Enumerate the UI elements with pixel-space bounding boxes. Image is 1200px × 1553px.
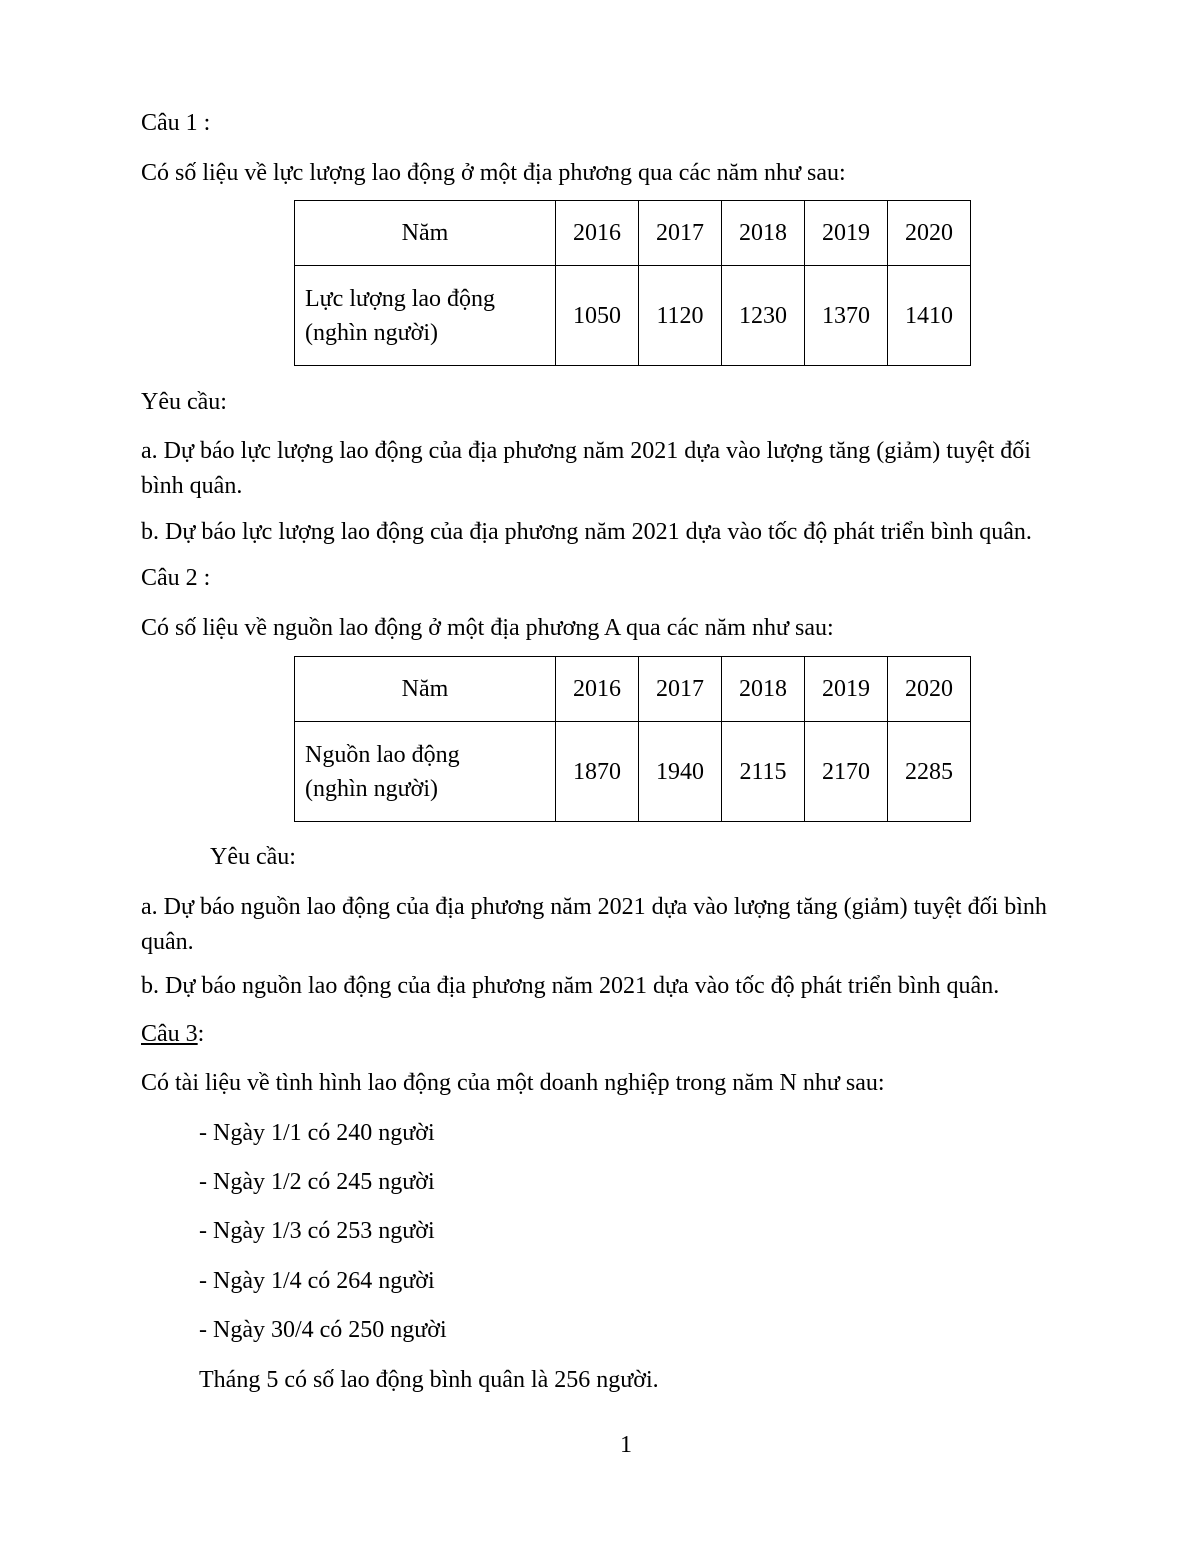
value-cell: 1940 (639, 722, 722, 822)
list-item: - Ngày 30/4 có 250 người (199, 1317, 447, 1343)
table-row (295, 266, 971, 366)
year-cell: 2018 (722, 657, 805, 722)
value-cell: 1050 (556, 266, 639, 366)
q1-intro: Có số liệu về lực lượng lao động ở một địa phương qua các năm như sau: (141, 160, 846, 186)
page-number: 1 (620, 1432, 632, 1458)
q3-title-suffix: : (197, 1021, 205, 1047)
year-cell: 2016 (556, 201, 639, 266)
year-cell: 2017 (639, 657, 722, 722)
q3-note: Tháng 5 có số lao động bình quân là 256 người. (199, 1367, 659, 1393)
year-cell: 2019 (805, 201, 888, 266)
list-item: - Ngày 1/1 có 240 người (199, 1120, 435, 1146)
table-row (295, 722, 971, 822)
row-label-line2: (nghìn người) (305, 775, 439, 802)
value-cell: 1410 (888, 266, 971, 366)
row-label-line1: Nguồn lao động (305, 741, 460, 768)
header-label: Năm (295, 201, 556, 266)
header-label: Năm (295, 657, 556, 722)
q2-requirement-a-line2: quân. (141, 929, 194, 955)
table-header-row (295, 657, 971, 722)
table-header-row (295, 201, 971, 266)
q1-table (294, 200, 971, 366)
year-cell: 2017 (639, 201, 722, 266)
year-cell: 2016 (556, 657, 639, 722)
value-cell: 2170 (805, 722, 888, 822)
row-label-line2: (nghìn người) (305, 319, 439, 346)
value-cell: 2115 (722, 722, 805, 822)
list-item: - Ngày 1/3 có 253 người (199, 1218, 435, 1244)
row-label-line1: Lực lượng lao động (305, 285, 496, 312)
year-cell: 2020 (888, 657, 971, 722)
value-cell: 1370 (805, 266, 888, 366)
row-label (295, 266, 556, 366)
q3-intro: Có tài liệu về tình hình lao động của một doanh nghiệp trong năm N như sau: (141, 1070, 885, 1096)
q3-title (141, 1019, 204, 1049)
row-label (295, 722, 556, 822)
value-cell: 1120 (639, 266, 722, 366)
q2-requirement-a-line1: a. Dự báo nguồn lao động của địa phương năm 2021 dựa vào lượng tăng (giảm) tuyệt đối bình (141, 894, 1047, 920)
q2-table (294, 656, 971, 822)
q1-requirement-b: b. Dự báo lực lượng lao động của địa phương năm 2021 dựa vào tốc độ phát triển bình quân. (141, 519, 1032, 545)
value-cell: 1230 (722, 266, 805, 366)
year-cell: 2018 (722, 201, 805, 266)
q1-requirement-a-line2: bình quân. (141, 473, 243, 499)
value-cell: 2285 (888, 722, 971, 822)
q3-title-text: Câu 3 (141, 1021, 198, 1047)
q1-requirement-a-line1: a. Dự báo lực lượng lao động của địa phương năm 2021 dựa vào lượng tăng (giảm) tuyệt đối (141, 438, 1031, 464)
q1-title: Câu 1 : (141, 110, 211, 136)
list-item: - Ngày 1/4 có 264 người (199, 1268, 435, 1294)
q2-intro: Có số liệu về nguồn lao động ở một địa phương A qua các năm như sau: (141, 615, 834, 641)
list-item: - Ngày 1/2 có 245 người (199, 1169, 435, 1195)
year-cell: 2019 (805, 657, 888, 722)
q1-requirement-title: Yêu cầu: (141, 389, 227, 415)
q2-requirement-b: b. Dự báo nguồn lao động của địa phương năm 2021 dựa vào tốc độ phát triển bình quân. (141, 973, 1000, 999)
value-cell: 1870 (556, 722, 639, 822)
year-cell: 2020 (888, 201, 971, 266)
q2-requirement-title: Yêu cầu: (210, 844, 296, 870)
q2-title: Câu 2 : (141, 565, 211, 591)
